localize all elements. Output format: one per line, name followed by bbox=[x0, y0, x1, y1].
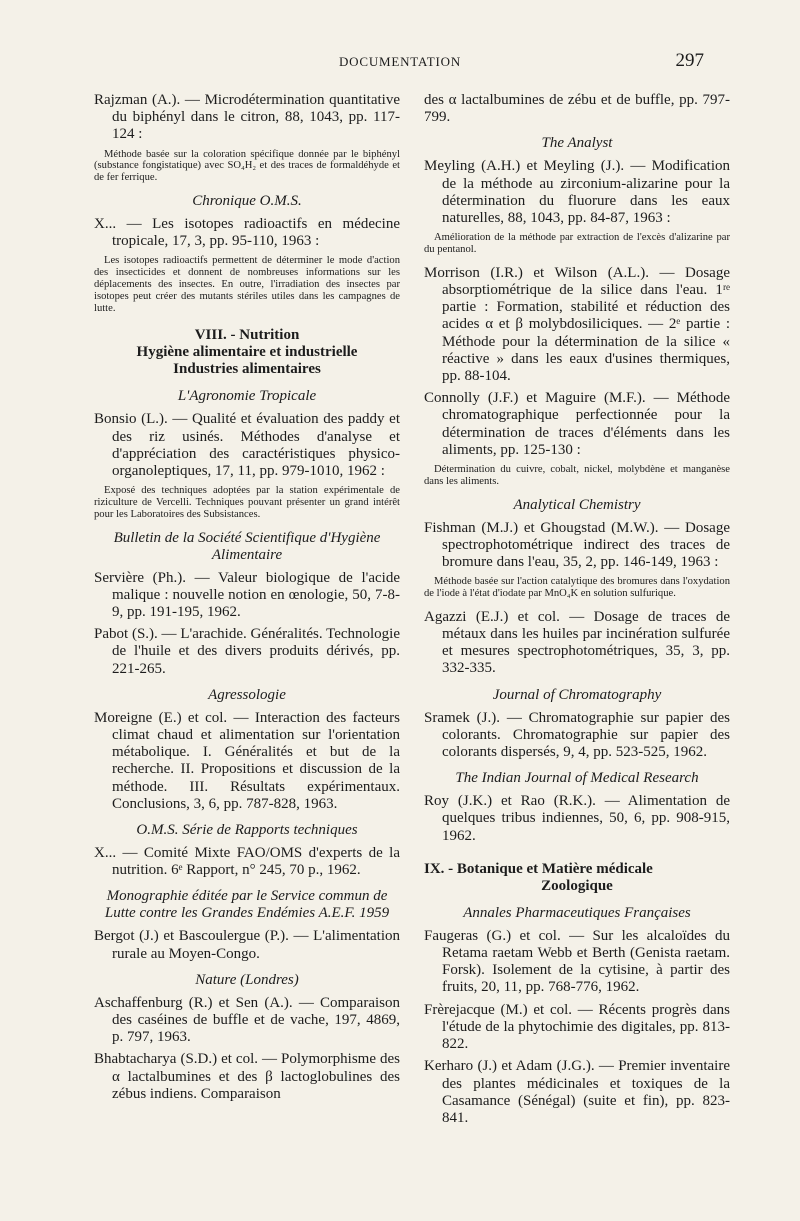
abstract-note: Détermination du cuivre, cobalt, nickel, molybdène et manganèse dans les aliments. bbox=[424, 464, 730, 487]
left-column bbox=[94, 92, 400, 1108]
running-title: DOCUMENTATION bbox=[338, 54, 462, 69]
journal-heading: Journal of Chromatography bbox=[492, 686, 662, 703]
bibliography-entry: Connolly (J.F.) et Maguire (M.F.). — Méthode chromatographique perfectionnée pour la détermination de traces d'éléments dans les aliments, pp. 125-130 : bbox=[424, 390, 730, 458]
bibliography-entry: Faugeras (G.) et col. — Sur les alcaloïdes du Retama raetam Webb et Berth (Genista raetam. Forsk). Isolement de la cytisine, à partir des fruits, 20, 11, pp. 768-776, 1962. bbox=[424, 927, 730, 996]
section-heading-line: Hygiène alimentaire et industrielle bbox=[136, 344, 358, 361]
journal-heading: Chronique O.M.S. bbox=[192, 193, 302, 209]
bibliography-entry: Pabot (S.). — L'arachide. Généralités. Technologie de l'huile et des divers produits dérivés, pp. 221-265. bbox=[94, 626, 400, 677]
bibliography-entry: Kerharo (J.) et Adam (J.G.). — Premier inventaire des plantes médicinales et toxiques de la Casamance (Sénégal) (suite et fin), pp. 823-841. bbox=[424, 1058, 730, 1126]
abstract-note: Les isotopes radioactifs permettent de déterminer le mode d'action des insecticides et donnent de nombreuses informations sur les déplacements des insectes. En outre, l'irradiation des insectes par isotopes peut créer des mutants stériles utiles dans les campagnes de lutte. bbox=[94, 255, 400, 314]
section-heading-line: Zoologique bbox=[541, 877, 613, 894]
page-number: 297 bbox=[675, 50, 704, 71]
bibliography-entry: Sramek (J.). — Chromatographie sur papier des colorants. Chromatographie sur papier des colorants dispersés, 9, 4, pp. 523-525, 1962. bbox=[424, 709, 730, 761]
journal-heading: The Indian Journal of Medical Research bbox=[455, 770, 699, 787]
bibliography-entry: Fishman (M.J.) et Ghougstad (M.W.). — Dosage spectrophotométrique indirect des traces de bromure dans l'eau, 35, 2, pp. 146-149, 1963 : bbox=[424, 519, 730, 571]
bibliography-entry: Bonsio (L.). — Qualité et évaluation des paddy et des riz usinés. Méthodes d'analyse et d'appréciation des caractéristiques physico-organoleptiques, 17, 11, pp. 979-1010, 1962 : bbox=[94, 411, 400, 479]
journal-heading: L'Agronomie Tropicale bbox=[177, 388, 317, 405]
journal-heading: Nature (Londres) bbox=[195, 971, 299, 988]
section-heading-line: IX. - Botanique et Matière médicale bbox=[424, 860, 653, 877]
journal-heading: Bulletin de la Société Scientifique d'Hygiène Alimentaire bbox=[113, 529, 381, 563]
journal-heading: The Analyst bbox=[541, 135, 613, 152]
abstract-note: Méthode basée sur la coloration spécifique donnée par le biphényl (substance fongistatique) avec SO₄H₂ et des traces de formaldéhyde et de fer ferrique. bbox=[94, 148, 400, 184]
bibliography-entry: Moreigne (E.) et col. — Interaction des facteurs climat chaud et alimentation sur l'orientation métabolique. I. Généralités et but de la recherche. II. Propositions et discussion de la méthode. III. Résultats expérimentaux. Conclusions, 3, 6, pp. 787-828, 1963. bbox=[94, 709, 400, 812]
section-heading-line: VIII. - Nutrition bbox=[194, 327, 300, 344]
bibliography-entry-continued: des α lactalbumines de zébu et de buffle, pp. 797-799. bbox=[424, 92, 730, 126]
bibliography-entry: Meyling (A.H.) et Meyling (J.). — Modification de la méthode au zirconium-alizarine pour la détermination du fluorure dans les eaux naturelles, 88, 1043, pp. 84-87, 1963 : bbox=[424, 158, 730, 227]
section-heading bbox=[94, 327, 400, 378]
bibliography-entry: Frèrejacque (M.) et col. — Récents progrès dans l'étude de la phytochimie des digitales, pp. 813-822. bbox=[424, 1001, 730, 1053]
bibliography-entry: Rajzman (A.). — Microdétermination quantitative du biphényl dans le citron, 88, 1043, pp. 117-124 : bbox=[94, 92, 400, 143]
abstract-note: Exposé des techniques adoptées par la station expérimentale de riziculture de Vercelli. Techniques pouvant présenter un grand intérêt pour les Laboratoires des Subsistances. bbox=[94, 485, 400, 520]
journal-heading: O.M.S. Série de Rapports techniques bbox=[136, 822, 358, 839]
section-heading-line: Industries alimentaires bbox=[173, 361, 321, 378]
abstract-note: Amélioration de la méthode par extraction de l'excès d'alizarine par du pentanol. bbox=[424, 232, 730, 256]
journal-heading: Annales Pharmaceutiques Françaises bbox=[463, 904, 691, 921]
right-column bbox=[424, 92, 730, 1132]
bibliography-entry: Aschaffenburg (R.) et Sen (A.). — Comparaison des caséines de buffle et de vache, 197, 4869, p. 797, 1963. bbox=[94, 994, 400, 1046]
section-heading bbox=[424, 861, 730, 895]
bibliography-entry: Bergot (J.) et Bascoulergue (P.). — L'alimentation rurale au Moyen-Congo. bbox=[94, 928, 400, 962]
bibliography-entry: Morrison (I.R.) et Wilson (A.L.). — Dosage absorptiométrique de la silice dans l'eau. 1ʳᵉ partie : Formation, stabilité et réduction des acides α et β molybdosiliciques. — 2ᵉ partie : Méthode pour la détermination de la silice « réactive » dans les eaux d'usines thermiques, pp. 88-104. bbox=[424, 264, 730, 385]
page-header bbox=[96, 50, 704, 74]
bibliography-entry: Servière (Ph.). — Valeur biologique de l'acide malique : nouvelle notion en œnologie, 50, 7-8-9, pp. 191-195, 1962. bbox=[94, 569, 400, 620]
journal-heading: Analytical Chemistry bbox=[513, 496, 641, 513]
journal-heading: Monographie éditée par le Service commun de Lutte contre les Grandes Endémies A.E.F. 1959 bbox=[104, 888, 390, 922]
journal-heading: Agressologie bbox=[208, 686, 286, 703]
bibliography-entry: Agazzi (E.J.) et col. — Dosage de traces de métaux dans les huiles par incinération sulfurée et mesures spectrophotométriques, 35, 3, pp. 332-335. bbox=[424, 608, 730, 677]
bibliography-entry: Bhabtacharya (S.D.) et col. — Polymorphisme des α lactalbumines et des β lactoglobulines des zébus indiens. Comparaison bbox=[94, 1051, 400, 1102]
bibliography-entry: Roy (J.K.) et Rao (R.K.). — Alimentation de quelques tribus indiennes, 50, 6, pp. 908-915, 1962. bbox=[424, 793, 730, 844]
bibliography-entry: X... — Comité Mixte FAO/OMS d'experts de la nutrition. 6ᵉ Rapport, n° 245, 70 p., 1962. bbox=[94, 845, 400, 879]
abstract-note: Méthode basée sur l'action catalytique des bromures dans l'oxydation de l'iode à l'état d'iodate par MnO₄K en solution sulfurique. bbox=[424, 576, 730, 600]
bibliography-entry: X... — Les isotopes radioactifs en médecine tropicale, 17, 3, pp. 95-110, 1963 : bbox=[94, 216, 400, 250]
